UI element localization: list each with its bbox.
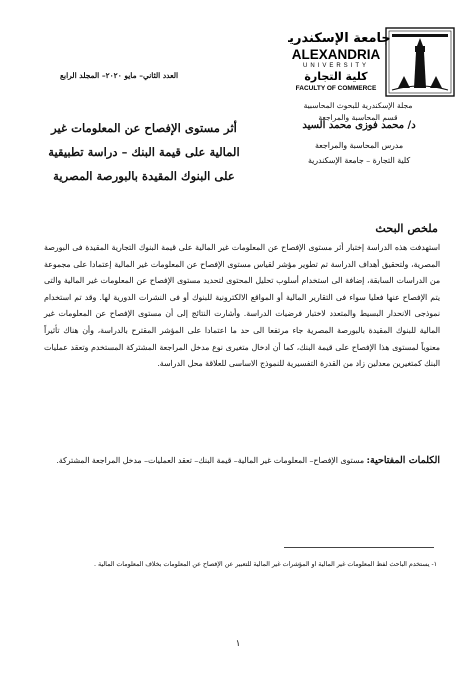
abstract-body: استهدفت هذه الدراسة إختبار أثر مستوى الإفصاح عن المعلومات غير المالية على قيمة البنوك التجارية المقيدة فى البورصة المصرية، ولتحقيق أهداف الدراسة تم تطوير مؤشر لقياس مستوى الإفصاح عن المعلومات غير المالية إعتمادا على مجموعة من الدراسات السابقة، إضافة الى استخدام أسلوب تحليل المحتوى لتحديد مستوى الإفصاح عن المعلومات غير المالية والتى يتم الإفصاح عنها فعليا سواء فى التقارير المالية أو المواقع الالكترونية للبنوك أو فى النشرات الدورية لها. وقد تم استخدام نموذجى الانحدار البسيط والمتعدد لاختبار فرضيات الدراسة. وأشارت النتائج إلى أن مستوى الإفصاح عن المعلومات غير المالية للبنوك المقيدة بالبورصة المصرية جاء مرتفعا الى حد ما اعتمادا على المؤشر المقترح بالدراسة، وأن هناك تأثيراً معنوياً لمستوى هذا الإفصاح على قيمة البنك، كما أن ادخال متغيرى نوع مدخل المراجعة المشتركة المستخدم وتعقد عمليات البنك كمتغيرين معدلين زاد من القدرة التفسيرية للنموذج الاساسى للعلاقة محل الدراسة.	[44, 243, 440, 369]
paper-title	[44, 117, 244, 188]
author-position: مدرس المحاسبة والمراجعة	[314, 141, 404, 150]
footnote: ١- يستخدم الباحث لفظ المعلومات غير المالية او المؤشرات غير المالية للتعبير عن الإفصاح عن المعلومات بخلاف المعلومات المالية .	[93, 561, 437, 568]
author-name: د/ محمد فوزى محمد السيد	[302, 120, 416, 131]
footnote-rule	[284, 547, 434, 548]
keywords	[44, 453, 440, 470]
keywords-label: الكلمات المفتاحية:	[366, 455, 440, 466]
title-line: المالية على قيمة البنك – دراسة تطبيقية	[48, 144, 240, 159]
title-line: أثر مستوى الإفصاح عن المعلومات غير	[51, 121, 237, 135]
logo-sub: UNIVERSITY	[302, 63, 370, 69]
title-line: على البنوك المقيدة بالبورصة المصرية	[53, 168, 235, 183]
author-affiliation: كلية التجارة – جامعة الإسكندرية	[307, 155, 411, 165]
issue-info: العدد الثاني– مايو ٢٠٢٠– المجلد الرابع	[60, 71, 179, 80]
lighthouse-emblem-icon	[386, 28, 454, 96]
logo-name: ALEXANDRIA	[291, 47, 381, 62]
page-number: ١	[235, 639, 241, 649]
logo-faculty: FACULTY OF COMMERCE	[295, 85, 377, 92]
journal-name: مجلة الإسكندرية للبحوث المحاسبية	[303, 101, 413, 110]
author-block	[264, 120, 454, 169]
logo-faculty-arabic: كلية التجارة	[304, 70, 368, 83]
department: قسم المحاسبة والمراجعة	[318, 112, 398, 122]
keywords-text: مستوى الإفصاح– المعلومات غير المالية– قيمة البنك– تعقد العمليات– مدخل المراجعة المشتركة.	[56, 456, 365, 465]
logo-arabic-name: جامعة الإسكندرية	[288, 31, 391, 46]
university-logo	[288, 26, 464, 100]
abstract-heading: ملخص البحث	[375, 221, 438, 235]
